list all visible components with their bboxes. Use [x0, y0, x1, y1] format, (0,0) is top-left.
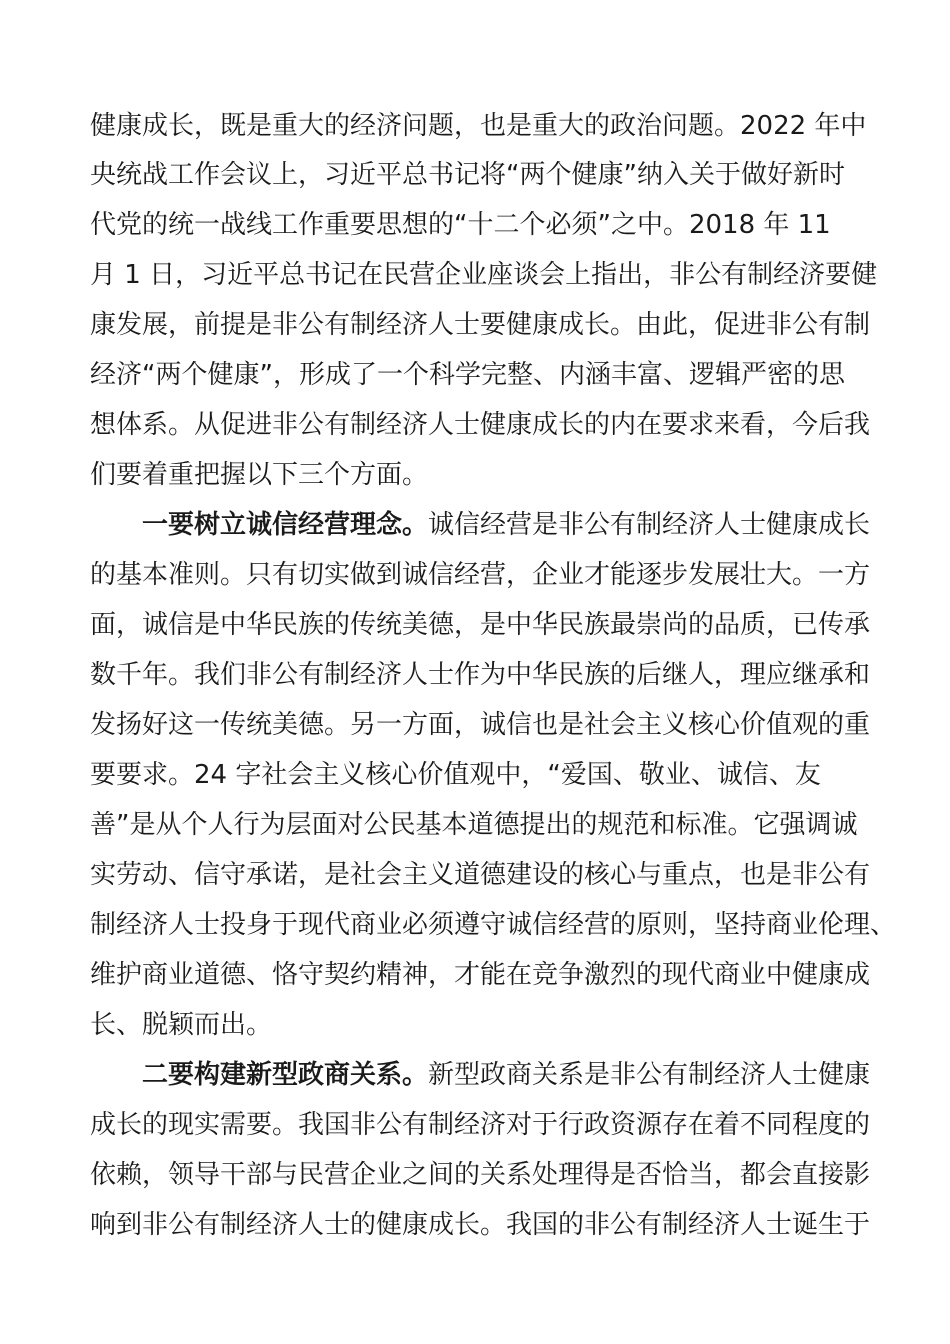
paragraph-1-line-7: 想体系。从促进非公有制经济人士健康成长的内在要求来看，今后我 — [90, 410, 871, 440]
paragraph-3-first-line — [142, 1055, 870, 1095]
paragraph-2-line-10: 维护商业道德、恪守契约精神，才能在竞争激烈的现代商业中健康成 — [90, 960, 871, 990]
paragraph-1-line-2: 央统战工作会议上，习近平总书记将“两个健康”纳入关于做好新时 — [90, 160, 845, 190]
paragraph-1-line-1: 健康成长，既是重大的经济问题，也是重大的政治问题。2022 年中 — [90, 111, 867, 141]
paragraph-2-line-4: 数千年。我们非公有制经济人士作为中华民族的后继人，理应继承和 — [90, 660, 871, 690]
paragraph-3-line-2: 成长的现实需要。我国非公有制经济对于行政资源存在着不同程度的 — [90, 1110, 871, 1140]
paragraph-2-first-rest: 诚信经营是非公有制经济人士健康成长 — [428, 510, 871, 540]
paragraph-2-line-6: 要要求。24 字社会主义核心价值观中，“爱国、敬业、诚信、友 — [90, 760, 821, 790]
paragraph-2-line-8: 实劳动、信守承诺，是社会主义道德建设的核心与重点，也是非公有 — [90, 860, 871, 890]
paragraph-2-heading: 一要树立诚信经营理念。 — [142, 510, 429, 540]
paragraph-2-line-5: 发扬好这一传统美德。另一方面，诚信也是社会主义核心价值观的重 — [90, 710, 871, 740]
paragraph-2-line-7: 善”是从个人行为层面对公民基本道德提出的规范和标准。它强调诚 — [90, 810, 858, 840]
paragraph-2-line-11: 长、脱颖而出。 — [90, 1010, 273, 1040]
paragraph-3-line-4: 响到非公有制经济人士的健康成长。我国的非公有制经济人士诞生于 — [90, 1210, 871, 1240]
paragraph-2-line-3: 面，诚信是中华民族的传统美德，是中华民族最崇尚的品质，已传承 — [90, 610, 871, 640]
paragraph-1-line-6: 经济“两个健康”，形成了一个科学完整、内涵丰富、逻辑严密的思 — [90, 360, 845, 390]
paragraph-3-line-3: 依赖，领导干部与民营企业之间的关系处理得是否恰当，都会直接影 — [90, 1160, 871, 1190]
paragraph-1-line-3: 代党的统一战线工作重要思想的“十二个必须”之中。2018 年 11 — [90, 210, 831, 240]
paragraph-3-first-rest: 新型政商关系是非公有制经济人士健康 — [428, 1060, 871, 1090]
paragraph-1-line-8: 们要着重把握以下三个方面。 — [90, 460, 429, 490]
paragraph-2-first-line — [142, 505, 870, 545]
paragraph-2-line-2: 的基本准则。只有切实做到诚信经营，企业才能逐步发展壮大。一方 — [90, 560, 871, 590]
paragraph-1-line-4: 月 1 日，习近平总书记在民营企业座谈会上指出，非公有制经济要健 — [90, 260, 878, 290]
paragraph-2-line-9: 制经济人士投身于现代商业必须遵守诚信经营的原则，坚持商业伦理、 — [90, 910, 897, 940]
paragraph-1-line-5: 康发展，前提是非公有制经济人士要健康成长。由此，促进非公有制 — [90, 310, 871, 340]
paragraph-3-heading: 二要构建新型政商关系。 — [142, 1060, 429, 1090]
